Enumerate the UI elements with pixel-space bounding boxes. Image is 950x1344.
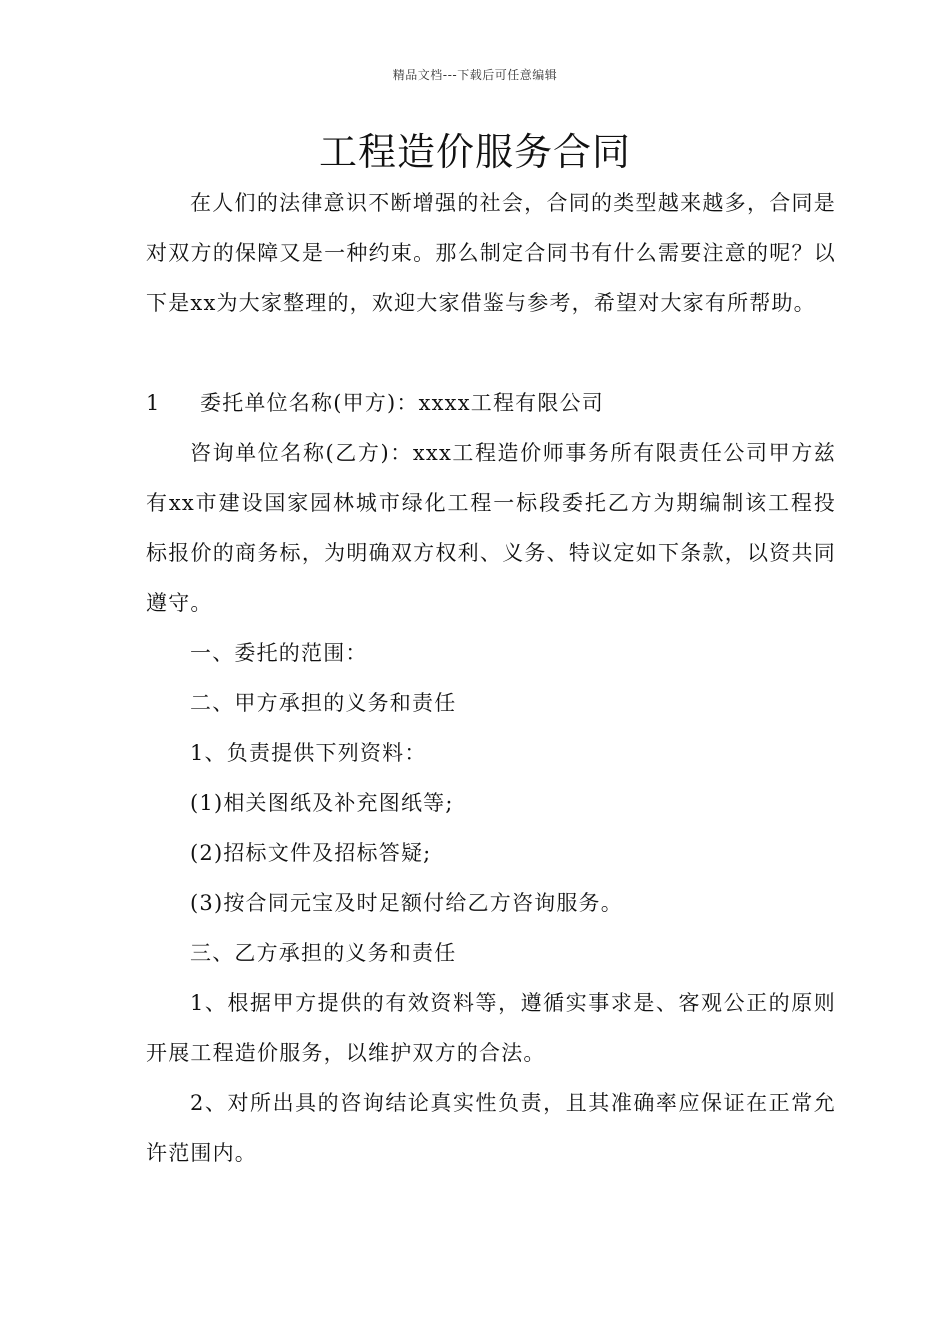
section-2-heading: 二、甲方承担的义务和责任 xyxy=(190,691,457,715)
section-3-item-2: 2、对所出具的咨询结论真实性负责，且其准确率应保证在正常允许范围内。 xyxy=(146,1091,836,1165)
section-2-item-1: 1、负责提供下列资料： xyxy=(190,741,427,765)
item-1-paragraph xyxy=(146,378,836,428)
section-1-heading: 一、委托的范围： xyxy=(190,641,368,665)
party-b-paragraph: 咨询单位名称(乙方)：xxx工程造价师事务所有限责任公司甲方兹有xx市建设国家园林城市绿化工程一标段委托乙方为期编制该工程投标报价的商务标，为明确双方权利、义务、特议定如下条款，以资共同遵守。 xyxy=(146,441,836,615)
document-title: 工程造价服务合同 xyxy=(318,130,631,174)
intro-paragraph: 在人们的法律意识不断增强的社会，合同的类型越来越多，合同是对双方的保障又是一种约束。那么制定合同书有什么需要注意的呢？以下是xx为大家整理的，欢迎大家借鉴与参考，希望对大家有所帮助。 xyxy=(146,191,836,315)
item-1-text: 委托单位名称(甲方)：xxxx工程有限公司 xyxy=(200,391,604,415)
section-3-item-1: 1、根据甲方提供的有效资料等，遵循实事求是、客观公正的原则开展工程造价服务，以维护双方的合法。 xyxy=(146,991,836,1065)
section-2-sub-1: (1)相关图纸及补充图纸等; xyxy=(190,791,454,815)
section-3-heading: 三、乙方承担的义务和责任 xyxy=(190,941,457,965)
item-1-number: 1 xyxy=(146,391,161,415)
paragraph-gap xyxy=(146,328,836,378)
section-2-sub-3: (3)按合同元宝及时足额付给乙方咨询服务。 xyxy=(190,891,623,915)
page-header: 精品文档---下载后可任意编辑 xyxy=(392,68,558,82)
document-body xyxy=(146,178,836,1178)
section-2-sub-2: (2)招标文件及招标答疑; xyxy=(190,841,432,865)
